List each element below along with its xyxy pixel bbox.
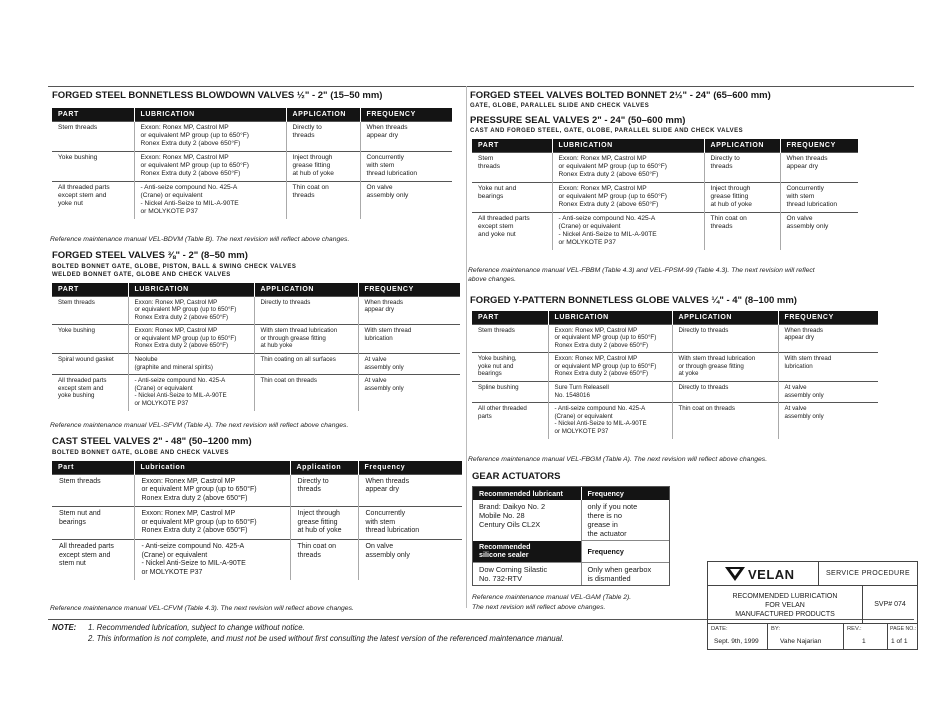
rev-value: 1 <box>862 638 866 645</box>
forged38-table-wrap <box>52 283 460 411</box>
table-cell: Stem threads <box>52 296 128 325</box>
doc-title: RECOMMENDED LUBRICATION FOR VELAN MANUFACTURED PRODUCTS <box>708 586 863 624</box>
table-cell: Exxon: Ronex MP, Castrol MP or equivalent MP group (up to 650°F) Ronex Extra duty 2 (above 650°F) <box>128 325 254 354</box>
table-row <box>52 354 460 375</box>
table-cell: Directly to threads <box>672 382 778 403</box>
table-row <box>52 507 462 540</box>
gear-ref2: The next revision will reflect above changes. <box>472 604 606 611</box>
date-value: Sept. 9th, 1999 <box>714 638 759 645</box>
column-header: LUBRICATION <box>548 311 672 324</box>
table-cell: Exxon: Ronex MP, Castrol MP or equivalent MP group (up to 650°F) Ronex Extra duty 2 (above 650°F) <box>552 182 704 212</box>
table-cell: When threads appear dry <box>780 152 858 182</box>
gear-lubricant-brands: Brand: Daikyo No. 2 Mobile No. 28 Century Oils CL2X <box>479 502 546 529</box>
table-row <box>52 121 452 151</box>
table-cell: Sure Turn Releasell No. 1548016 <box>548 382 672 403</box>
table-cell: Thin coat on threads <box>704 212 780 250</box>
gear-lubricant-frequency: only if you note there is no grease in the actuator <box>581 500 669 541</box>
table-row <box>52 151 452 181</box>
gear-sealer-product: Dow Corning Silastic No. 732-RTV <box>473 563 581 586</box>
table-cell: Exxon: Ronex MP, Castrol MP or equivalent MP group (up to 650°F) Ronex Extra duty 2 (above 650°F) <box>552 152 704 182</box>
bolted-sub: GATE, GLOBE, PARALLEL SLIDE AND CHECK VALVES <box>470 103 650 109</box>
forged38-table <box>52 283 460 411</box>
table-cell: Directly to threads <box>704 152 780 182</box>
forged38-sub1: BOLTED BONNET GATE, GLOBE, PISTON, BALL & SWING CHECK VALVES <box>52 264 297 270</box>
table-cell: All threaded parts except stem and yoke nut <box>472 212 552 250</box>
header-row <box>52 108 452 121</box>
table-row <box>472 382 878 403</box>
velan-logo-icon <box>724 566 746 582</box>
table-cell: Exxon: Ronex MP, Castrol MP or equivalent MP group (up to 650°F) Ronex Extra duty 2 (above 650°F) <box>134 151 286 181</box>
table-row <box>472 182 858 212</box>
table-cell: Inject through grease fitting at hub of yoke <box>290 507 358 540</box>
column-header: Part <box>52 461 134 474</box>
column-header: Application <box>290 461 358 474</box>
table-cell: Exxon: Ronex MP, Castrol MP or equivalent MP group (up to 650°F) Ronex Extra duty 2 (above 650°F) <box>548 324 672 353</box>
cast-ref: Reference maintenance manual VEL-CFVM (Table 4.3). The next revision will reflect above changes. <box>50 605 354 612</box>
gear-sealer-frequency: Only when gearbox is dismantled <box>581 563 669 586</box>
forged38-section <box>52 250 462 411</box>
table-cell: - Anti-seize compound No. 425-A (Crane) or equivalent - Nickel Anti-Seize to MIL-A-90TE or MOLYKOTE P37 <box>128 375 254 411</box>
svp-number: SVP# 074 <box>863 586 917 624</box>
table-cell: Spline bushing <box>472 382 548 403</box>
column-header: APPLICATION <box>672 311 778 324</box>
table-row <box>52 325 460 354</box>
gear-table <box>473 487 669 585</box>
table-cell: Stem threads <box>472 324 548 353</box>
table-cell: Exxon: Ronex MP, Castrol MP or equivalent MP group (up to 650°F) Ronex Extra duty 2 (above 650°F) <box>128 296 254 325</box>
table-cell: With stem thread lubrication or through grease fitting at yoke <box>672 353 778 382</box>
table-row <box>472 152 858 182</box>
table-row <box>52 375 460 411</box>
table-cell: All threaded parts except stem and yoke bushing <box>52 375 128 411</box>
column-header: FREQUENCY <box>358 283 460 296</box>
table-cell: At valve assembly only <box>358 375 460 411</box>
top-rule <box>48 86 914 87</box>
forged38-sub2: WELDED BONNET GATE, GLOBE AND CHECK VALVES <box>52 272 231 278</box>
gear-row-lubricant <box>473 500 669 541</box>
blowdown-table-wrap <box>52 108 452 219</box>
pressure-table-wrap <box>472 139 858 250</box>
table-cell: Yoke bushing <box>52 151 134 181</box>
table-cell: Thin coat on threads <box>672 403 778 439</box>
table-row <box>472 212 858 250</box>
column-header: PART <box>52 283 128 296</box>
table-cell: Inject through grease fitting at hub of yoke <box>704 182 780 212</box>
pressure-title: PRESSURE SEAL VALVES 2" - 24" (50–600 mm) <box>470 115 686 126</box>
table-cell: With stem thread lubrication or through grease fitting at hub yoke <box>254 325 358 354</box>
column-header: Frequency <box>358 461 462 474</box>
table-cell: Inject through grease fitting at hub of yoke <box>286 151 360 181</box>
date-cell <box>708 624 768 649</box>
table-row <box>472 403 878 439</box>
table-cell: Concurrently with stem thread lubrication <box>360 151 452 181</box>
title-block <box>707 561 918 650</box>
note-label: NOTE: <box>52 623 77 632</box>
table-cell: At valve assembly only <box>778 403 878 439</box>
note-1: 1. Recommended lubrication, subject to change without notice. <box>88 623 305 632</box>
gear-h-frequency-2: Frequency <box>581 541 669 563</box>
table-cell: When threads appear dry <box>360 121 452 151</box>
table-cell: At valve assembly only <box>778 382 878 403</box>
gear-section <box>472 471 672 586</box>
table-cell: Exxon: Ronex MP, Castrol MP or equivalent MP group (up to 650°F) Ronex Extra duty 2 (above 650°F) <box>134 121 286 151</box>
column-header: PART <box>52 108 134 121</box>
gear-row-sealer <box>473 563 669 586</box>
table-row <box>52 474 462 507</box>
gear-h-sealer: Recommended silicone sealer <box>473 541 581 563</box>
ypattern-ref: Reference maintenance manual VEL-FBGM (Table A). The next revision will reflect above changes. <box>468 456 768 463</box>
table-cell: Exxon: Ronex MP, Castrol MP or equivalent MP group (up to 650°F) Ronex Extra duty 2 (above 650°F) <box>134 507 290 540</box>
table-cell: - Anti-seize compound No. 425-A (Crane) or equivalent - Nickel Anti-Seize to MIL-A-90TE or MOLYKOTE P37 <box>552 212 704 250</box>
table-cell: - Anti-seize compound No. 425-A (Crane) or equivalent - Nickel Anti-Seize to MIL-A-90TE or MOLYKOTE P37 <box>548 403 672 439</box>
ypattern-table <box>472 311 878 439</box>
by-value: Vahe Najarian <box>780 638 822 645</box>
table-cell: All other threaded parts <box>472 403 548 439</box>
column-header: FREQUENCY <box>780 139 858 152</box>
column-header: APPLICATION <box>286 108 360 121</box>
note-2: 2. This information is not complete, and must not be used without first consulting the latest version of the referenced maintenance manual. <box>88 634 564 643</box>
table-cell: Yoke nut and bearings <box>472 182 552 212</box>
gear-h-lubricant: Recommended lubricant <box>473 487 581 500</box>
ypattern-table-wrap <box>472 311 878 439</box>
column-header: APPLICATION <box>704 139 780 152</box>
table-row <box>472 353 878 382</box>
column-divider <box>466 86 467 608</box>
table-cell: With stem thread lubrication <box>358 325 460 354</box>
column-header: LUBRICATION <box>552 139 704 152</box>
pressure-table <box>472 139 858 250</box>
ypattern-title: FORGED Y-PATTERN BONNETLESS GLOBE VALVES ¼" - 4" (8–100 mm) <box>470 295 797 306</box>
column-header: FREQUENCY <box>778 311 878 324</box>
pressure-ref1: Reference maintenance manual VEL-FBBM (Table 4.3) and VEL-FPSM-99 (Table 4.3). The next revision will reflect <box>468 267 815 274</box>
table-cell: Thin coating on all surfaces <box>254 354 358 375</box>
column-header: FREQUENCY <box>360 108 452 121</box>
table-cell: Directly to threads <box>254 296 358 325</box>
table-row <box>52 181 452 219</box>
bolted-section <box>470 90 910 250</box>
gear-box <box>472 486 670 586</box>
table-cell: Directly to threads <box>290 474 358 507</box>
column-header: LUBRICATION <box>128 283 254 296</box>
table-cell: On valve assembly only <box>358 540 462 581</box>
by-label: BY: <box>771 626 781 632</box>
header-row <box>472 139 858 152</box>
pressure-ref2: above changes. <box>468 276 516 283</box>
table-cell: Thin coat on threads <box>254 375 358 411</box>
table-cell: Directly to threads <box>286 121 360 151</box>
header-row <box>52 461 462 474</box>
gear-header-row-2 <box>473 541 669 563</box>
table-cell: When threads appear dry <box>778 324 878 353</box>
gear-title: GEAR ACTUATORS <box>472 471 561 482</box>
pressure-sub: CAST AND FORGED STEEL, GATE, GLOBE, PARALLEL SLIDE AND CHECK VALVES <box>470 128 744 134</box>
table-cell: Stem threads <box>52 474 134 507</box>
cast-section <box>52 436 462 580</box>
column-header: APPLICATION <box>254 283 358 296</box>
cast-table-wrap <box>52 461 462 580</box>
table-cell: All threaded parts except stem and yoke nut <box>52 181 134 219</box>
column-header: PART <box>472 311 548 324</box>
date-label: DATE: <box>711 626 728 632</box>
blowdown-table <box>52 108 452 219</box>
column-header: PART <box>472 139 552 152</box>
blowdown-title: FORGED STEEL BONNETLESS BLOWDOWN VALVES ½" - 2" (15–50 mm) <box>52 90 383 101</box>
table-cell: Directly to threads <box>672 324 778 353</box>
forged38-title: FORGED STEEL VALVES ⅜" - 2" (8–50 mm) <box>52 250 248 261</box>
table-cell: With stem thread lubrication <box>778 353 878 382</box>
service-procedure: SERVICE PROCEDURE <box>819 562 917 586</box>
table-cell: On valve assembly only <box>360 181 452 219</box>
gear-header-row <box>473 487 669 500</box>
gear-ref1: Reference maintenance manual VEL-GAM (Table 2). <box>472 594 632 601</box>
table-cell: On valve assembly only <box>780 212 858 250</box>
bolted-title: FORGED STEEL VALVES BOLTED BONNET 2½" - 24" (65–600 mm) <box>470 90 771 101</box>
table-cell: Exxon: Ronex MP, Castrol MP or equivalent MP group (up to 650°F) Ronex Extra duty 2 (above 650°F) <box>548 353 672 382</box>
page-label: PAGE NO.: <box>890 626 917 632</box>
table-cell: - Anti-seize compound No. 425-A (Crane) or equivalent - Nickel Anti-Seize to MIL-A-90TE or MOLYKOTE P37 <box>134 540 290 581</box>
column-header: LUBRICATION <box>134 108 286 121</box>
table-cell: Thin coat on threads <box>286 181 360 219</box>
table-cell: Stem threads <box>52 121 134 151</box>
page-cell <box>888 624 917 649</box>
table-cell: Yoke bushing, yoke nut and bearings <box>472 353 548 382</box>
table-cell: Concurrently with stem thread lubrication <box>358 507 462 540</box>
cast-table <box>52 461 462 580</box>
cast-sub: BOLTED BONNET GATE, GLOBE AND CHECK VALVES <box>52 450 230 456</box>
column-header: Lubrication <box>134 461 290 474</box>
header-row <box>472 311 878 324</box>
table-cell: All threaded parts except stem and stem nut <box>52 540 134 581</box>
table-row <box>52 296 460 325</box>
table-cell: Spiral wound gasket <box>52 354 128 375</box>
table-cell: When threads appear dry <box>358 296 460 325</box>
table-cell: Neolube (graphite and mineral spirits) <box>128 354 254 375</box>
table-cell: Exxon: Ronex MP, Castrol MP or equivalent MP group (up to 650°F) Ronex Extra duty 2 (above 650°F) <box>134 474 290 507</box>
table-cell: Yoke bushing <box>52 325 128 354</box>
rev-cell <box>844 624 888 649</box>
blowdown-section <box>52 90 462 219</box>
rev-label: REV.: <box>847 626 862 632</box>
table-cell: Stem threads <box>472 152 552 182</box>
page-value: 1 of 1 <box>891 638 908 645</box>
table-cell: Thin coat on threads <box>290 540 358 581</box>
cast-title: CAST STEEL VALVES 2" - 48" (50–1200 mm) <box>52 436 252 447</box>
ypattern-section <box>470 295 910 439</box>
table-cell: At valve assembly only <box>358 354 460 375</box>
forged38-ref: Reference maintenance manual VEL-SFVM (Table A). The next revision will reflect above changes. <box>50 422 349 429</box>
gear-h-frequency: Frequency <box>581 487 669 500</box>
velan-logo-text: VELAN <box>748 567 795 582</box>
table-cell: Concurrently with stem thread lubrication <box>780 182 858 212</box>
table-cell: When threads appear dry <box>358 474 462 507</box>
blowdown-ref: Reference maintenance manual VEL-BDVM (Table B). The next revision will reflect above changes. <box>50 236 350 243</box>
table-cell: - Anti-seize compound No. 425-A (Crane) or equivalent - Nickel Anti-Seize to MIL-A-90TE or MOLYKOTE P37 <box>134 181 286 219</box>
title-block-logo-cell <box>708 562 819 586</box>
table-row <box>52 540 462 581</box>
table-cell: Stem nut and bearings <box>52 507 134 540</box>
by-cell <box>768 624 844 649</box>
header-row <box>52 283 460 296</box>
table-row <box>472 324 878 353</box>
